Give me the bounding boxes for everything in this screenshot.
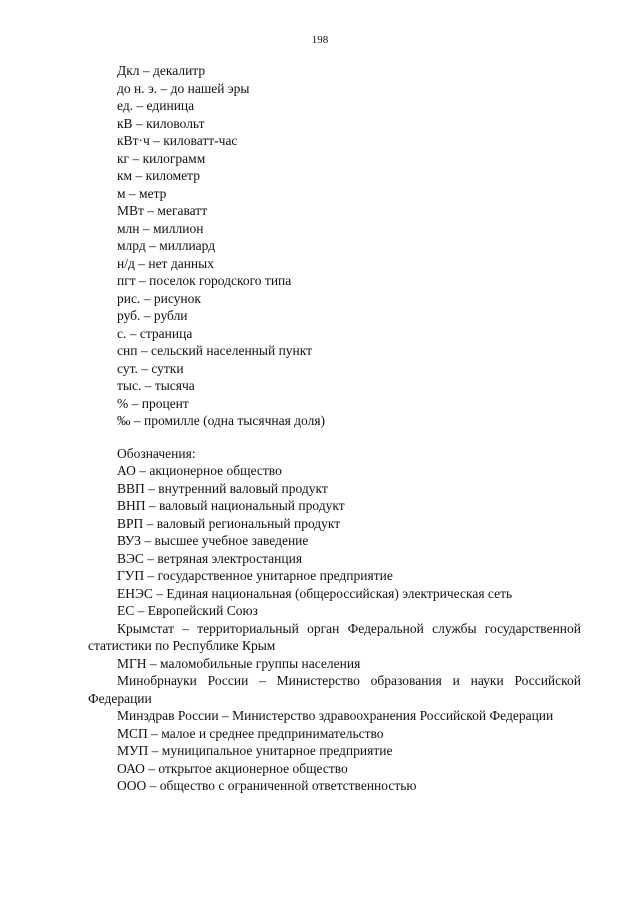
designation-item: ВВП – внутренний валовый продукт bbox=[117, 480, 328, 496]
designation-item: МУП – муниципальное унитарное предприятие bbox=[117, 743, 393, 758]
designation-item: ООО – общество с ограниченной ответственностью bbox=[117, 778, 417, 793]
designation-item: ВРП – валовый региональный продукт bbox=[117, 515, 341, 531]
abbreviation-item: до н. э. – до нашей эры bbox=[117, 80, 250, 96]
designations-title: Обозначения: bbox=[117, 446, 196, 461]
abbreviation-item: млн – миллион bbox=[117, 220, 204, 236]
designation-item: ОАО – открытое акционерное общество bbox=[117, 760, 348, 776]
abbreviation-item: рис. – рисунок bbox=[117, 290, 201, 306]
abbreviation-item: МВт – мегаватт bbox=[117, 203, 208, 218]
designation-item: Минздрав России – Министерство здравоохранения Российской Федерации bbox=[117, 708, 554, 723]
designation-item: МСП – малое и среднее предпринимательство bbox=[117, 725, 384, 741]
designation-item: АО – акционерное общество bbox=[117, 463, 282, 478]
abbreviation-item: сут. – сутки bbox=[117, 360, 184, 376]
designation-item: ВНП – валовый национальный продукт bbox=[117, 498, 345, 513]
abbreviation-item: кВт·ч – киловатт-час bbox=[117, 133, 238, 148]
abbreviation-item: н/д – нет данных bbox=[117, 255, 214, 271]
abbreviation-item: снп – сельский населенный пункт bbox=[117, 343, 313, 358]
abbreviation-item: млрд – миллиард bbox=[117, 238, 216, 253]
designations-list bbox=[88, 462, 581, 795]
abbreviation-item: ед. – единица bbox=[117, 98, 195, 113]
abbreviation-item: м – метр bbox=[117, 185, 167, 201]
designation-item: МГН – маломобильные группы населения bbox=[117, 655, 361, 671]
designation-item: ВУЗ – высшее учебное заведение bbox=[117, 533, 309, 548]
designation-item: ГУП – государственное унитарное предприятие bbox=[117, 568, 393, 583]
abbreviation-item: ‰ – промилле (одна тысячная доля) bbox=[117, 413, 326, 428]
designation-item: ВЭС – ветряная электростанция bbox=[117, 550, 303, 566]
abbreviation-item: с. – страница bbox=[117, 325, 193, 341]
designation-item: Минобрнауки России – Министерство образования и науки Российской Федерации bbox=[88, 673, 581, 706]
abbreviation-item: Дкл – декалитр bbox=[117, 63, 206, 78]
abbreviation-item: % – процент bbox=[117, 395, 189, 411]
designation-item: ЕС – Европейский Союз bbox=[117, 603, 258, 618]
abbreviation-item: км – километр bbox=[117, 168, 200, 183]
abbreviations-list bbox=[117, 62, 587, 430]
designation-item: ЕНЭС – Единая национальная (общероссийская) электрическая сеть bbox=[117, 585, 513, 601]
designation-item: Крымстат – территориальный орган Федеральной службы государственной статистики по Республике Крым bbox=[88, 620, 581, 653]
abbreviation-item: кг – килограмм bbox=[117, 150, 206, 166]
abbreviation-item: кВ – киловольт bbox=[117, 115, 205, 131]
abbreviation-item: руб. – рубли bbox=[117, 308, 188, 323]
page-number: 198 bbox=[311, 34, 329, 46]
abbreviation-item: пгт – поселок городского типа bbox=[117, 273, 292, 288]
abbreviation-item: тыс. – тысяча bbox=[117, 378, 195, 393]
